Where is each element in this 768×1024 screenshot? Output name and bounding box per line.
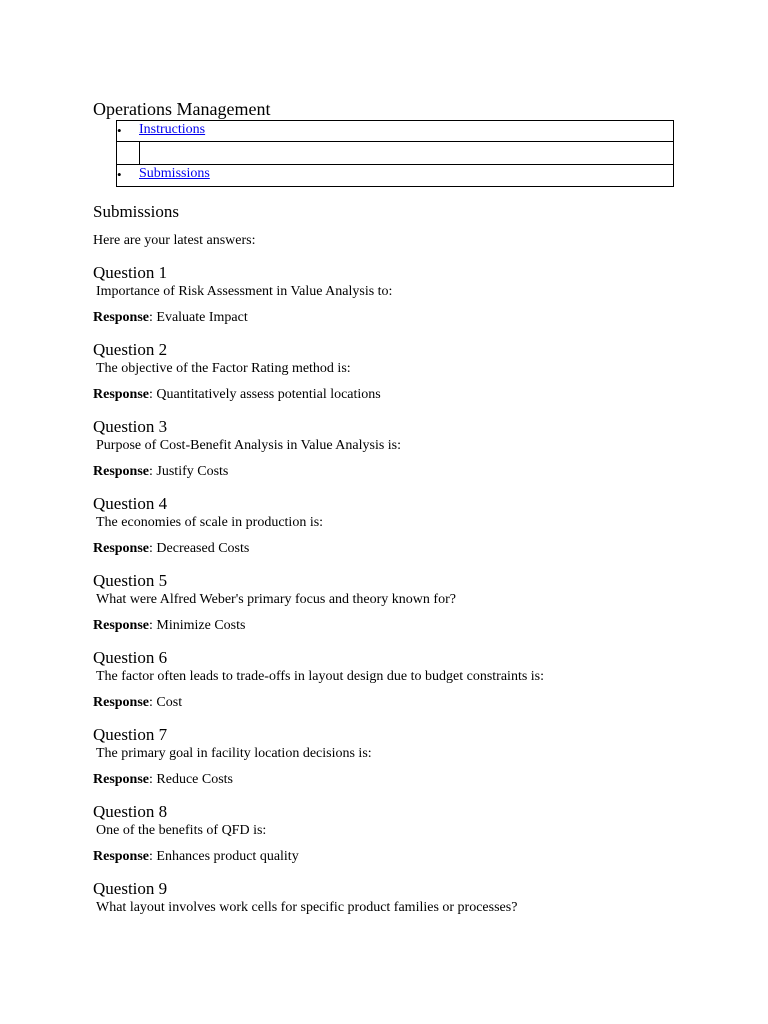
- question-title: Question 4: [93, 494, 168, 513]
- question-text: Importance of Risk Assessment in Value Analysis to:: [96, 284, 393, 299]
- question-title: Question 3: [93, 417, 168, 436]
- response-value: Cost: [156, 695, 183, 710]
- question-response: Response: Cost: [93, 695, 183, 710]
- question-response: Response: Evaluate Impact: [93, 310, 248, 325]
- response-label: Response: [93, 387, 150, 402]
- question-text: The primary goal in facility location decisions is:: [96, 746, 372, 761]
- question-title: Question 9: [93, 879, 168, 898]
- response-value: Quantitatively assess potential locations: [156, 387, 381, 402]
- question-text: What were Alfred Weber's primary focus and theory known for?: [96, 592, 456, 607]
- intro-text: Here are your latest answers:: [93, 233, 256, 248]
- response-label: Response: [93, 695, 150, 710]
- question-response: Response: Decreased Costs: [93, 541, 250, 556]
- course-title: Operations Management: [93, 99, 271, 119]
- question-response: Response: Justify Costs: [93, 464, 229, 479]
- question-7: [93, 725, 693, 789]
- question-title: Question 6: [93, 648, 168, 667]
- response-label: Response: [93, 849, 150, 864]
- response-value: Minimize Costs: [156, 618, 246, 633]
- instructions-link[interactable]: Instructions: [139, 122, 206, 137]
- question-response: Response: Minimize Costs: [93, 618, 246, 633]
- question-6: [93, 648, 693, 712]
- question-text: The factor often leads to trade-offs in layout design due to budget constraints is:: [96, 669, 545, 684]
- bullet-icon: •: [117, 167, 122, 182]
- nav-spacer-row: [116, 142, 674, 165]
- question-9: [93, 879, 693, 917]
- question-text: Purpose of Cost-Benefit Analysis in Value Analysis is:: [96, 438, 402, 453]
- question-title: Question 2: [93, 340, 168, 359]
- question-8: [93, 802, 693, 866]
- question-1: [93, 263, 693, 327]
- question-text: What layout involves work cells for specific product families or processes?: [96, 900, 518, 915]
- response-label: Response: [93, 310, 150, 325]
- question-title: Question 7: [93, 725, 168, 744]
- response-label: Response: [93, 772, 150, 787]
- question-text: The objective of the Factor Rating method is:: [96, 361, 351, 376]
- page-content: [93, 98, 693, 917]
- response-value: Enhances product quality: [156, 849, 299, 864]
- question-response: Response: Quantitatively assess potential locations: [93, 387, 381, 402]
- nav-list: [116, 120, 674, 187]
- section-title: Submissions: [93, 202, 179, 221]
- question-response: Response: Reduce Costs: [93, 772, 234, 787]
- question-text: One of the benefits of QFD is:: [96, 823, 267, 838]
- question-2: [93, 340, 693, 404]
- question-title: Question 5: [93, 571, 168, 590]
- response-value: Justify Costs: [156, 464, 229, 479]
- response-label: Response: [93, 464, 150, 479]
- response-value: Decreased Costs: [156, 541, 250, 556]
- question-response: Response: Enhances product quality: [93, 849, 299, 864]
- question-title: Question 8: [93, 802, 168, 821]
- question-list: [93, 263, 693, 917]
- bullet-icon: •: [117, 123, 122, 138]
- question-4: [93, 494, 693, 558]
- response-label: Response: [93, 618, 150, 633]
- response-label: Response: [93, 541, 150, 556]
- question-3: [93, 417, 693, 481]
- response-value: Reduce Costs: [156, 772, 234, 787]
- nav-divider: [139, 142, 140, 164]
- question-title: Question 1: [93, 263, 168, 282]
- question-5: [93, 571, 693, 635]
- question-text: The economies of scale in production is:: [96, 515, 324, 530]
- response-value: Evaluate Impact: [156, 310, 248, 325]
- submissions-link[interactable]: Submissions: [139, 166, 210, 181]
- nav-item-submissions: [116, 165, 674, 187]
- nav-item-instructions: [116, 120, 674, 142]
